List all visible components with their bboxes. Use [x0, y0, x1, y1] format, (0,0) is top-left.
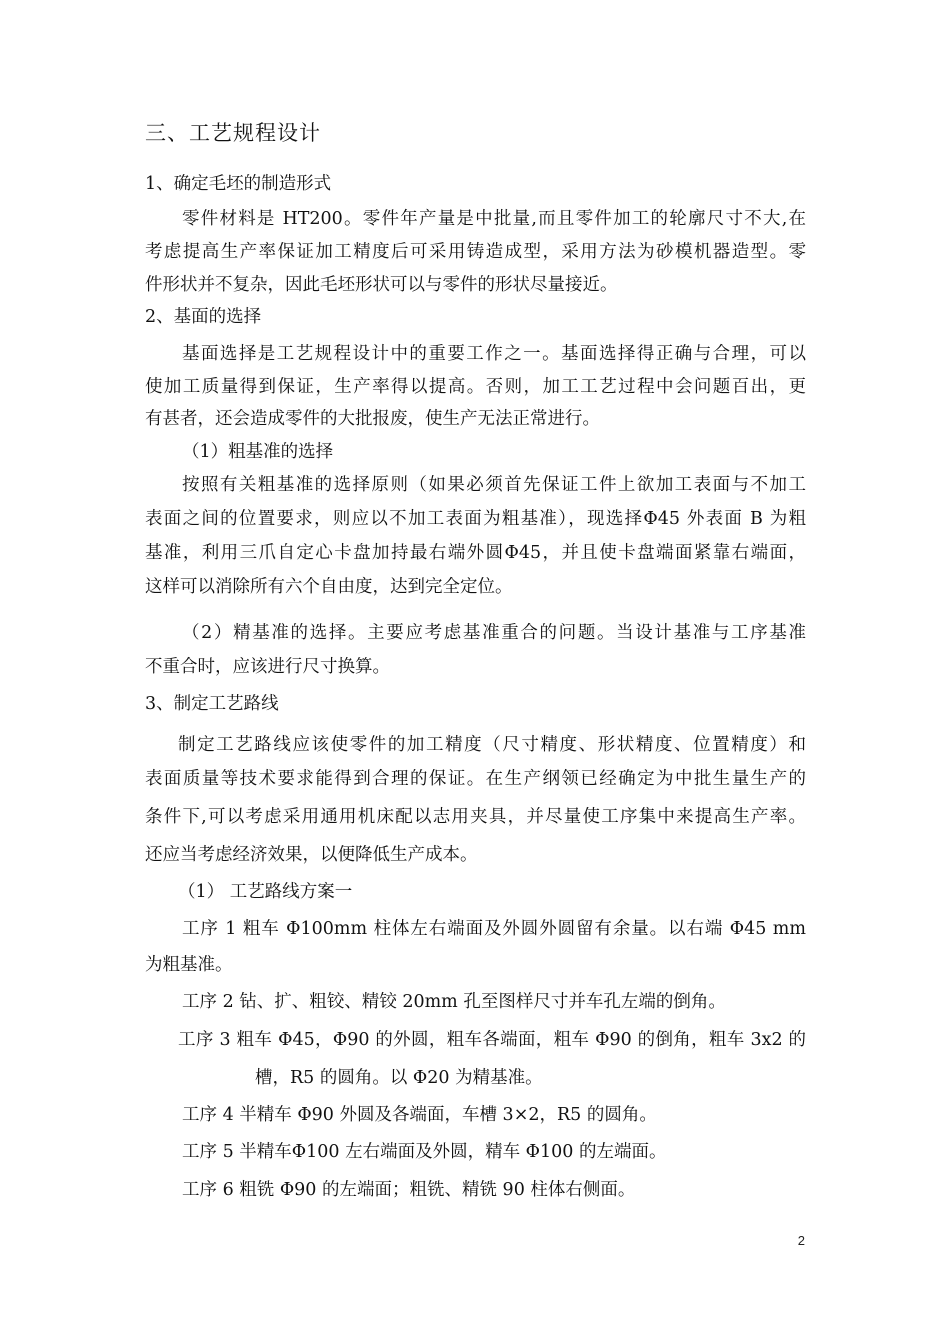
paragraph-2-line-1: 基面选择是工艺规程设计中的重要工作之一。基面选择得正确与合理，可以: [182, 344, 806, 364]
step-5: 工序 5 半精车Φ100 左右端面及外圆，精车 Φ100 的左端面。: [182, 1142, 667, 1162]
subheading-rough-datum: （1）粗基准的选择: [182, 442, 334, 462]
step-1-line-1: 工序 1 粗车 Φ100mm 柱体左右端面及外圆外圆留有余量。以右端 Φ45 mm: [182, 919, 806, 939]
step-6: 工序 6 粗铣 Φ90 的左端面；粗铣、精铣 90 柱体右侧面。: [182, 1180, 636, 1200]
paragraph-5-line-3: 条件下,可以考虑采用通用机床配以志用夹具，并尽量使工序集中来提高生产率。: [145, 807, 806, 827]
paragraph-3-line-2: 表面之间的位置要求，则应以不加工表面为粗基准），现选择Φ45 外表面 B 为粗: [145, 509, 806, 529]
step-3-line-1: 工序 3 粗车 Φ45，Φ90 的外圆，粗车各端面，粗车 Φ90 的倒角，粗车 3x2 的: [178, 1030, 806, 1050]
paragraph-2-line-2: 使加工质量得到保证，生产率得以提高。否则，加工工艺过程中会问题百出，更: [145, 377, 806, 397]
paragraph-2-line-3: 有甚者，还会造成零件的大批报废，使生产无法正常进行。: [145, 409, 600, 429]
section-title: 三、工艺规程设计: [145, 121, 321, 145]
paragraph-5-line-1: 制定工艺路线应该使零件的加工精度（尺寸精度、形状精度、位置精度）和: [178, 735, 806, 755]
paragraph-5-line-4: 还应当考虑经济效果，以便降低生产成本。: [145, 845, 478, 865]
step-3-line-2: 槽，R5 的圆角。以 Φ20 为精基准。: [255, 1068, 543, 1088]
paragraph-1-line-1: 零件材料是 HT200。零件年产量是中批量,而且零件加工的轮廓尺寸不大,在: [182, 209, 806, 229]
paragraph-3-line-3: 基准，利用三爪自定心卡盘加持最右端外圆Φ45，并且使卡盘端面紧靠右端面，: [145, 543, 806, 563]
paragraph-1-line-2: 考虑提高生产率保证加工精度后可采用铸造成型，采用方法为砂模机器造型。零: [145, 242, 806, 262]
step-2: 工序 2 钻、扩、粗铰、精铰 20mm 孔至图样尺寸并车孔左端的倒角。: [182, 992, 726, 1012]
heading-1: 1、确定毛坯的制造形式: [145, 174, 332, 194]
paragraph-3-line-4: 这样可以消除所有六个自由度，达到完全定位。: [145, 577, 513, 597]
page-number: 2: [797, 1233, 805, 1248]
paragraph-4-line-2: 不重合时，应该进行尺寸换算。: [145, 657, 390, 677]
heading-2: 2、基面的选择: [145, 307, 262, 327]
paragraph-5-line-2: 表面质量等技术要求能得到合理的保证。在生产纲领已经确定为中批生量生产的: [145, 769, 806, 789]
step-4: 工序 4 半精车 Φ90 外圆及各端面，车槽 3×2，R5 的圆角。: [182, 1105, 657, 1125]
step-1-line-2: 为粗基准。: [145, 955, 233, 975]
heading-3: 3、制定工艺路线: [145, 694, 279, 714]
paragraph-4-line-1: （2）精基准的选择。主要应考虑基准重合的问题。当设计基准与工序基准: [182, 623, 806, 643]
paragraph-3-line-1: 按照有关粗基准的选择原则（如果必须首先保证工件上欲加工表面与不加工: [182, 475, 806, 495]
plan-one-heading: （1） 工艺路线方案一: [178, 882, 353, 902]
paragraph-1-line-3: 件形状并不复杂，因此毛坯形状可以与零件的形状尽量接近。: [145, 275, 618, 295]
